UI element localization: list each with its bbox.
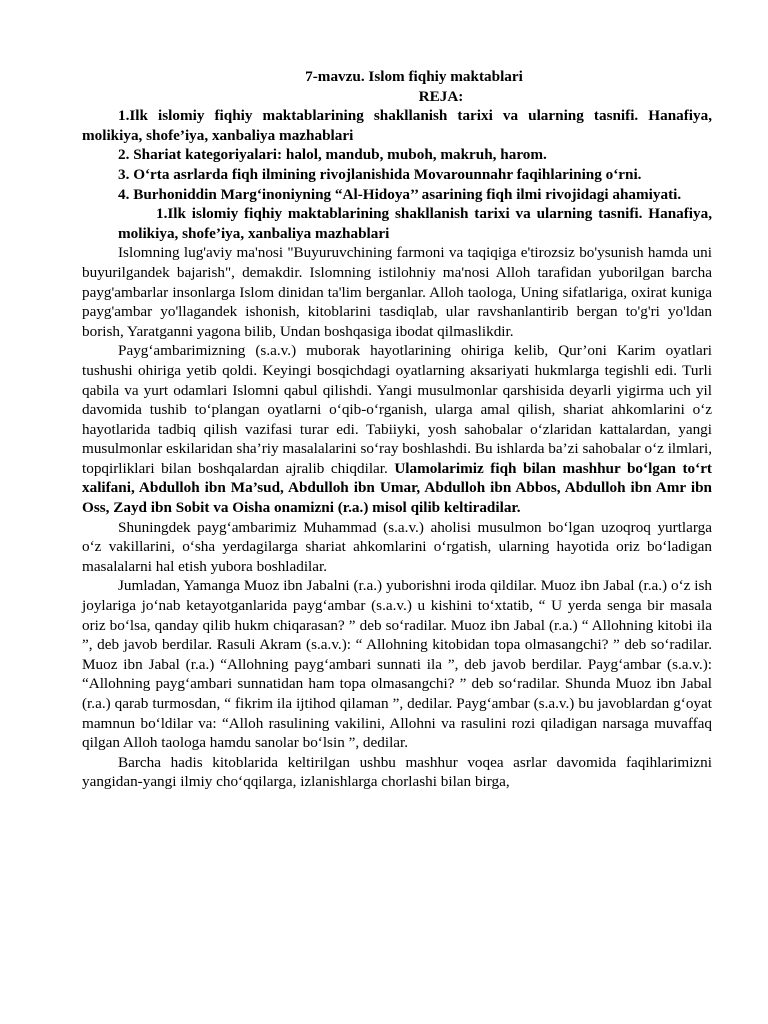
- plan-item: 4. Burhoniddin Marg‘inoniyning “Al-Hidoya’’ asarining fiqh ilmi rivojidagi ahamiyati.: [118, 185, 682, 203]
- page-title: 7-mavzu. Islom fiqhiy maktablari: [305, 68, 523, 85]
- plan-item: 3. O‘rta asrlarda fiqh ilmining rivojlanishida Movarounnahr faqihlarining o‘rni.: [118, 165, 642, 183]
- body-paragraph: Islomning lug'aviy ma'nosi "Buyuruvchining farmoni va taqiqiga e'tirozsiz bo'ysunish hamda uni buyurilgandek bajarish", demakdir. Islomning istilohniy ma'nosi Alloh tarafidan yuborilgan barcha payg'ambarlar insonlarga Islom dinidan ta'lim berganlar. Alloh taologa, Uning sifatlariga, oxirat kuniga payg'ambar yo'llagandek ishonish, kitoblarini tasdiqlab, ular ravshanlantirib bergan to'g'ri yo'ldan borish, Yaratganni yagona bilib, Undan boshqasiga ibodat qilmaslikdir.: [82, 244, 712, 340]
- section-heading: 1.Ilk islomiy fiqhiy maktablarining shakllanish tarixi va ularning tasnifi. Hanafiya, molikiya, shofe’iya, xanbaliya mazhablari: [118, 205, 712, 242]
- body-paragraph: Barcha hadis kitoblarida keltirilgan ushbu mashhur voqea asrlar davomida faqihlarimizni yangidan-yangi ilmiy cho‘qqilarga, izlanishlarga chorlashi bilan birga,: [82, 753, 712, 791]
- plan-item: 2. Shariat kategoriyalari: halol, mandub, muboh, makruh, harom.: [118, 146, 547, 164]
- body-text: Payg‘ambarimizning (s.a.v.) muborak hayotlarining ohiriga kelib, Qur’oni Karim oyatlari tushushi ohiriga yetib qoldi. Keyingi bosqichdagi oyatlarning aksariyati hukmlarga tegishli edi. Turli qabila va yurt odamlari Islomni qabul qilishdi. Yangi musulmonlar qarshisida deyarli yigirma uch yil davomida tushib to‘plangan oyatlarni o‘qib-o‘rganish, ularga amal qilish, shariat ahkomlarini o‘z hayotlarida tadbiq qilish vazifasi turar edi. Tabiiyki, yosh sahobalar o‘zlaridan kattalardan, yangi musulmonlar eskilaridan sha’riy masalalarini so‘ray boshlashdi. Bu ishlarda ba’zi sahobalar o‘z ilmlari, topqirliklari bilan boshqalardan ajralib chiqdilar.: [82, 342, 712, 477]
- body-paragraph: Jumladan, Yamanga Muoz ibn Jabalni (r.a.) yuborishni iroda qildilar. Muoz ibn Jabal (r.a.) o‘z ish joylariga jo‘nab ketayotganlarida payg‘ambar (s.a.v.) u kishini to‘xtatib, “ U yerda senga bir masala oriz bo‘lsa, qanday qilib hukm chiqarasan? ” deb so‘radilar. Muoz ibn Jabal (r.a.) “ Allohning kitobi ila ”, deb javob berdilar. Rasuli Akram (s.a.v.): “ Allohning kitobidan topa olmasangchi? ” deb so‘radilar. Muoz ibn Jabal (r.a.) “Allohning payg‘ambari sunnati ila ”, deb javob berdilar. Payg‘ambar (s.a.v.): “Allohning payg‘ambari sunnatidan ham topa olmasangchi? ” deb so‘radilar. Shunda Muoz ibn Jabal (r.a.) qarab turmosdan, “ fikrim ila ijtihod qilaman ”, dedilar. Payg‘ambar (s.a.v.) bu javoblardan g‘oyat mamnun bo‘ldilar va: “Alloh rasulining vakilini, Allohni va rasulini rozi qiladigan narsaga muvaffaq qilgan Alloh taologa hamdu sanolar bo‘lsin ”, dedilar.: [82, 577, 712, 752]
- bold-text: Ulamolarimiz fiqh bilan mashhur bo‘lgan to‘rt xalifani, Abdulloh ibn Ma’sud, Abdulloh ibn Umar, Abdulloh ibn Abbos, Abdulloh ibn Amr ibn Oss, Zayd ibn Sobit va Oisha onamizni (r.a.) misol qilib keltiradilar.: [82, 459, 712, 517]
- body-paragraph: [82, 341, 712, 517]
- plan-item: 1.Ilk islomiy fiqhiy maktablarining shakllanish tarixi va ularning tasnifi. Hanafiya, molikiya, shofe’iya, xanbaliya mazhablari: [82, 107, 712, 144]
- body-paragraph: Shuningdek payg‘ambarimiz Muhammad (s.a.v.) aholisi musulmon bo‘lgan uzoqroq yurtlarga o‘z vakillarini, o‘sha yerdagilarga shariat ahkomlarini o‘rgatish, ularning hayotida oriz bo‘ladigan masalalarni hal etish yubora boshladilar.: [82, 518, 712, 575]
- plan-title: REJA:: [418, 87, 464, 105]
- document-page: [82, 67, 712, 792]
